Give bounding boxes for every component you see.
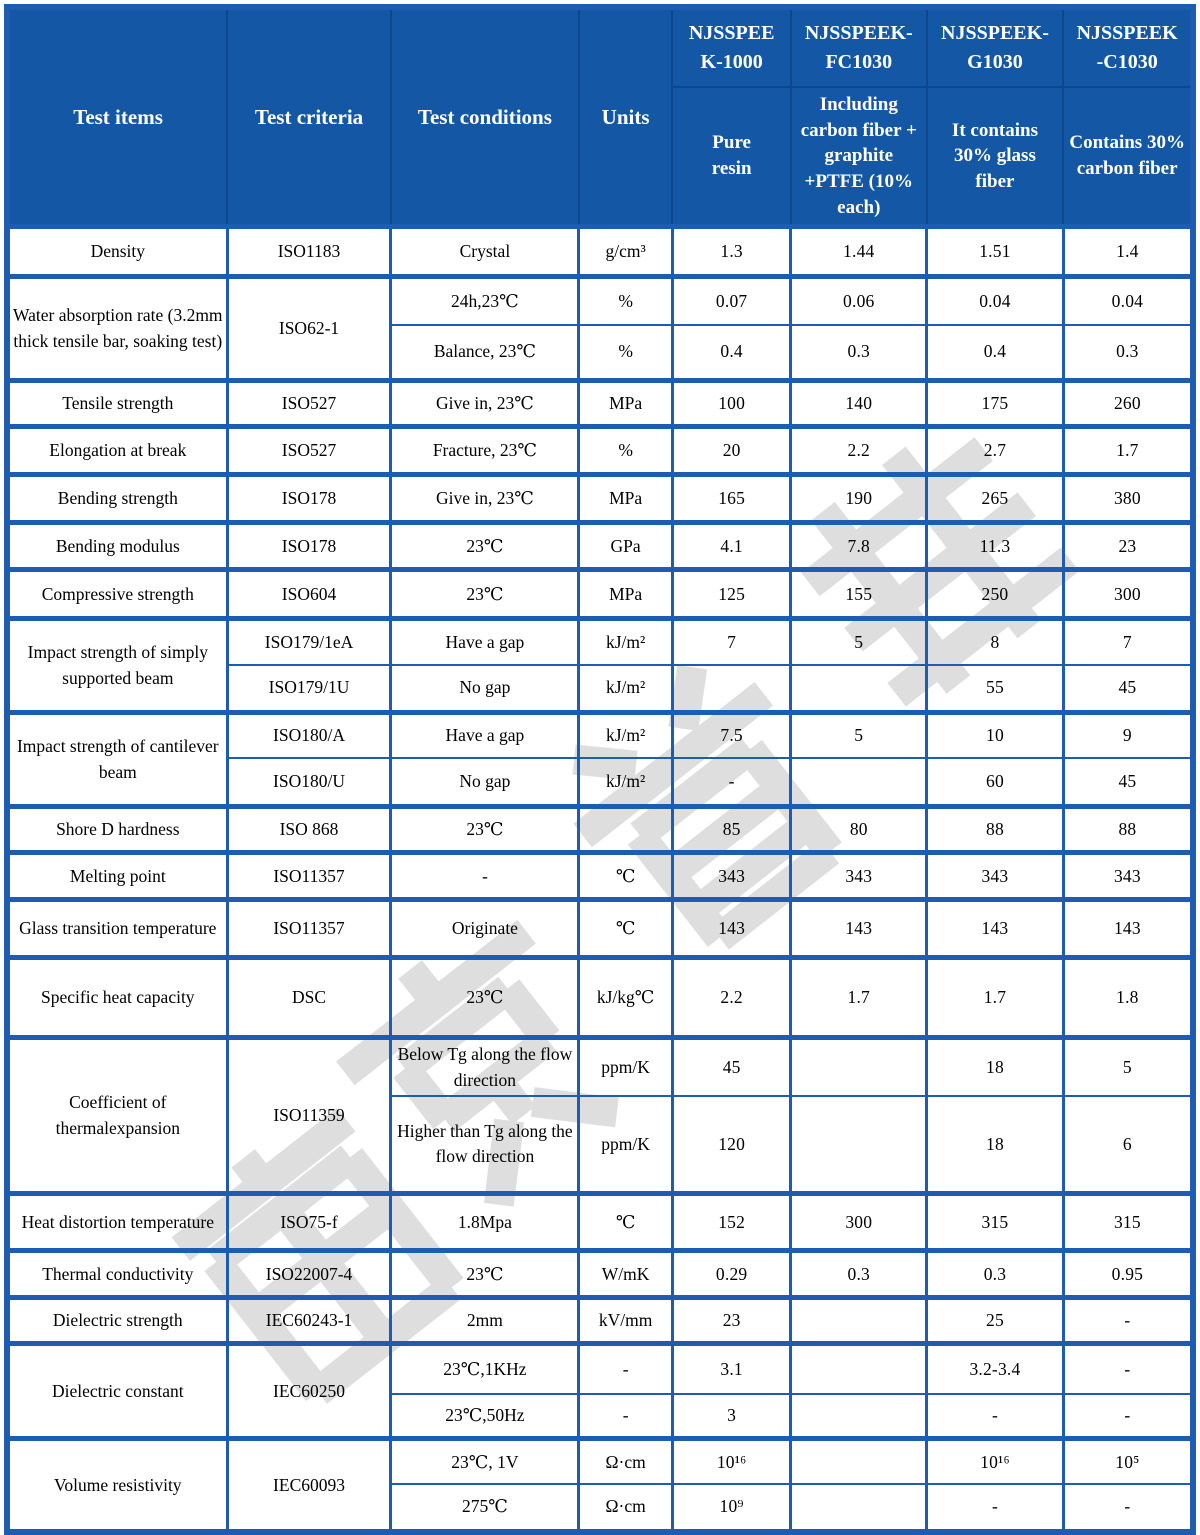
cell-test-criteria: ISO11357 [227,900,391,958]
cell-value: 5 [1063,1038,1193,1096]
cell-value: 3.1 [672,1344,791,1394]
cell-test-condition: 23℃,1KHz [391,1344,579,1394]
cell-unit: kJ/m² [579,758,672,807]
header-test-conditions: Test conditions [391,7,579,227]
cell-value: 143 [672,900,791,958]
cell-test-criteria: ISO1183 [227,227,391,277]
cell-test-condition: 23℃,50Hz [391,1394,579,1439]
table-row [7,570,1193,619]
table-row [7,381,1193,427]
cell-test-condition: 2mm [391,1298,579,1344]
cell-unit: Ω·cm [579,1439,672,1484]
cell-test-condition: Higher than Tg along the flow direction [391,1096,579,1194]
cell-value: 55 [927,665,1064,713]
cell-value: 260 [1063,381,1193,427]
header-product-njsspeek-fc1030: NJSSPEEK- FC1030 [791,7,927,87]
cell-value: 80 [791,807,927,853]
cell-unit: MPa [579,570,672,619]
cell-value: 125 [672,570,791,619]
cell-unit: g/cm³ [579,227,672,277]
cell-value [791,1394,927,1439]
cell-value: 0.3 [1063,325,1193,381]
cell-value: - [1063,1394,1193,1439]
cell-unit: Ω·cm [579,1484,672,1532]
cell-value: 0.3 [791,325,927,381]
cell-test-criteria: ISO11357 [227,853,391,900]
cell-test-condition: Give in, 23℃ [391,381,579,427]
cell-value: - [927,1394,1064,1439]
cell-value [791,1344,927,1394]
cell-test-condition: No gap [391,758,579,807]
cell-value: 3.2-3.4 [927,1344,1064,1394]
cell-value: 1.8 [1063,958,1193,1038]
cell-test-item: Dielectric constant [7,1344,227,1439]
cell-test-item: Impact strength of cantilever beam [7,713,227,807]
cell-value: 0.95 [1063,1251,1193,1298]
cell-unit: ppm/K [579,1096,672,1194]
cell-test-criteria: ISO 868 [227,807,391,853]
cell-test-condition: Fracture, 23℃ [391,427,579,475]
cell-value: 2.2 [791,427,927,475]
cell-value: 155 [791,570,927,619]
cell-value: 1.7 [1063,427,1193,475]
cell-test-criteria: ISO604 [227,570,391,619]
cell-unit: % [579,427,672,475]
cell-unit: kJ/m² [579,665,672,713]
header-product-njsspeek-g1030: NJSSPEEK- G1030 [927,7,1064,87]
table-row [7,900,1193,958]
cell-value: 343 [927,853,1064,900]
cell-value [672,665,791,713]
cell-value: 300 [791,1194,927,1251]
cell-value: 2.7 [927,427,1064,475]
cell-value [791,1038,927,1096]
cell-test-item: Bending modulus [7,523,227,570]
table-row [7,277,1193,325]
cell-unit: kJ/m² [579,619,672,665]
cell-value: 25 [927,1298,1064,1344]
cell-value [791,665,927,713]
cell-test-criteria: ISO62-1 [227,277,391,381]
cell-test-criteria: DSC [227,958,391,1038]
cell-value: 23 [672,1298,791,1344]
cell-value: 343 [1063,853,1193,900]
cell-test-criteria: ISO179/1U [227,665,391,713]
cell-test-item: Density [7,227,227,277]
cell-test-item: Melting point [7,853,227,900]
cell-value: 18 [927,1038,1064,1096]
cell-value: 0.3 [791,1251,927,1298]
cell-value: 380 [1063,475,1193,523]
cell-value [791,1298,927,1344]
cell-test-criteria: ISO180/U [227,758,391,807]
cell-value: 0.06 [791,277,927,325]
cell-test-condition: Below Tg along the flow direction [391,1038,579,1096]
cell-value [791,1096,927,1194]
cell-test-condition: No gap [391,665,579,713]
cell-test-item: Elongation at break [7,427,227,475]
cell-unit: ℃ [579,900,672,958]
cell-unit: MPa [579,381,672,427]
cell-value: 8 [927,619,1064,665]
cell-value: 1.4 [1063,227,1193,277]
cell-unit: - [579,1344,672,1394]
cell-value: 300 [1063,570,1193,619]
cell-value: 140 [791,381,927,427]
cell-value [791,758,927,807]
cell-value: 0.04 [927,277,1064,325]
product-description: Pure resin [711,132,752,180]
table-row [7,1194,1193,1251]
cell-unit: % [579,277,672,325]
cell-test-condition: Have a gap [391,619,579,665]
cell-value: 1.44 [791,227,927,277]
cell-value: - [672,758,791,807]
table-row [7,1038,1193,1096]
cell-value: 143 [1063,900,1193,958]
cell-value: 265 [927,475,1064,523]
cell-value: - [927,1484,1064,1532]
cell-unit: kV/mm [579,1298,672,1344]
cell-test-condition: 23℃, 1V [391,1439,579,1484]
product-description: Including carbon fiber + graphite +PTFE (10% each) [800,94,917,218]
cell-value: 152 [672,1194,791,1251]
cell-value: 88 [927,807,1064,853]
cell-value: 0.3 [927,1251,1064,1298]
product-description: Contains 30% carbon fiber [1069,132,1185,180]
cell-value: 2.2 [672,958,791,1038]
cell-test-condition: Balance, 23℃ [391,325,579,381]
cell-value: 100 [672,381,791,427]
cell-value: 10⁵ [1063,1439,1193,1484]
cell-value: 143 [791,900,927,958]
cell-value: 11.3 [927,523,1064,570]
table-body [7,227,1193,1532]
cell-test-item: Bending strength [7,475,227,523]
cell-test-item: Impact strength of simply supported beam [7,619,227,713]
cell-value: 10⁹ [672,1484,791,1532]
cell-test-criteria: IEC60093 [227,1439,391,1532]
header-test-criteria: Test criteria [227,7,391,227]
cell-test-criteria: ISO22007-4 [227,1251,391,1298]
header-product-desc [791,87,927,227]
cell-test-condition: - [391,853,579,900]
cell-value: 7 [672,619,791,665]
cell-test-item: Shore D hardness [7,807,227,853]
cell-test-criteria: ISO11359 [227,1038,391,1194]
cell-value: 175 [927,381,1064,427]
cell-unit: ppm/K [579,1038,672,1096]
header-units: Units [579,7,672,227]
table-row [7,475,1193,523]
cell-test-condition: 1.8Mpa [391,1194,579,1251]
cell-unit: % [579,325,672,381]
cell-test-criteria: ISO178 [227,523,391,570]
cell-test-condition: 23℃ [391,958,579,1038]
table-row [7,619,1193,665]
cell-test-condition: Have a gap [391,713,579,758]
cell-value [791,1439,927,1484]
cell-test-condition: 23℃ [391,570,579,619]
cell-test-item: Compressive strength [7,570,227,619]
cell-test-condition: 23℃ [391,523,579,570]
cell-unit: GPa [579,523,672,570]
cell-test-criteria: ISO75-f [227,1194,391,1251]
cell-value: 7.8 [791,523,927,570]
cell-test-condition: 23℃ [391,807,579,853]
cell-value: 0.29 [672,1251,791,1298]
table-row [7,853,1193,900]
cell-value: 45 [672,1038,791,1096]
cell-value: 6 [1063,1096,1193,1194]
cell-test-condition: 23℃ [391,1251,579,1298]
cell-value: 18 [927,1096,1064,1194]
cell-test-item: Dielectric strength [7,1298,227,1344]
cell-value: 343 [672,853,791,900]
header-product-njsspeek-1000: NJSSPEE K-1000 [672,7,791,87]
cell-value: 315 [927,1194,1064,1251]
datasheet-page [4,4,1196,1535]
header-test-items: Test items [7,7,227,227]
table-row [7,1251,1193,1298]
cell-value: 250 [927,570,1064,619]
cell-test-criteria: IEC60243-1 [227,1298,391,1344]
cell-value: - [1063,1298,1193,1344]
cell-value: - [1063,1344,1193,1394]
cell-value: 9 [1063,713,1193,758]
cell-unit: ℃ [579,853,672,900]
cell-test-criteria: ISO527 [227,381,391,427]
cell-test-item: Tensile strength [7,381,227,427]
cell-value: 1.7 [927,958,1064,1038]
header-product-desc [672,87,791,227]
cell-unit: kJ/m² [579,713,672,758]
cell-unit: ℃ [579,1194,672,1251]
cell-value: 0.4 [672,325,791,381]
cell-unit [579,807,672,853]
cell-value: 4.1 [672,523,791,570]
cell-value: 45 [1063,758,1193,807]
cell-value: 5 [791,713,927,758]
cell-value: 1.51 [927,227,1064,277]
table-row [7,1298,1193,1344]
product-description: It contains 30% glass fiber [951,119,1038,192]
cell-value: 85 [672,807,791,853]
cell-value: 1.7 [791,958,927,1038]
cell-test-item: Coefficient of thermalexpansion [7,1038,227,1194]
cell-value: 0.4 [927,325,1064,381]
cell-test-item: Glass transition temperature [7,900,227,958]
cell-unit: - [579,1394,672,1439]
cell-test-criteria: ISO179/1eA [227,619,391,665]
cell-value: 7.5 [672,713,791,758]
header-product-njsspeek-c1030: NJSSPEEK -C1030 [1063,7,1193,87]
cell-value: 10¹⁶ [672,1439,791,1484]
cell-test-condition: 24h,23℃ [391,277,579,325]
cell-test-item: Water absorption rate (3.2mm thick tensile bar, soaking test) [7,277,227,381]
cell-value: 7 [1063,619,1193,665]
table-row [7,523,1193,570]
cell-value: 20 [672,427,791,475]
cell-unit: MPa [579,475,672,523]
header-product-desc [1063,87,1193,227]
cell-test-condition: Crystal [391,227,579,277]
cell-value [791,1484,927,1532]
table-row [7,427,1193,475]
cell-unit: W/mK [579,1251,672,1298]
cell-value: 1.3 [672,227,791,277]
table-row [7,227,1193,277]
spec-table [4,4,1196,1535]
cell-value: 190 [791,475,927,523]
cell-value: 88 [1063,807,1193,853]
cell-test-item: Heat distortion temperature [7,1194,227,1251]
cell-test-condition: 275℃ [391,1484,579,1532]
cell-test-criteria: ISO180/A [227,713,391,758]
cell-value: 23 [1063,523,1193,570]
cell-value: 143 [927,900,1064,958]
header-row-products [7,7,1193,87]
cell-value: 10 [927,713,1064,758]
cell-test-item: Thermal conductivity [7,1251,227,1298]
cell-value: 0.04 [1063,277,1193,325]
cell-value: 5 [791,619,927,665]
table-row [7,1344,1193,1394]
cell-value: 0.07 [672,277,791,325]
cell-value: 315 [1063,1194,1193,1251]
cell-value: 165 [672,475,791,523]
cell-value: 10¹⁶ [927,1439,1064,1484]
cell-value: 120 [672,1096,791,1194]
table-row [7,713,1193,758]
cell-test-criteria: ISO178 [227,475,391,523]
cell-test-condition: Give in, 23℃ [391,475,579,523]
cell-value: - [1063,1484,1193,1532]
table-row [7,807,1193,853]
cell-test-item: Specific heat capacity [7,958,227,1038]
cell-value: 3 [672,1394,791,1439]
cell-test-criteria: IEC60250 [227,1344,391,1439]
cell-unit: kJ/kg℃ [579,958,672,1038]
cell-test-item: Volume resistivity [7,1439,227,1532]
table-row [7,958,1193,1038]
table-row [7,1439,1193,1484]
cell-test-criteria: ISO527 [227,427,391,475]
cell-value: 343 [791,853,927,900]
cell-value: 45 [1063,665,1193,713]
cell-test-condition: Originate [391,900,579,958]
header-product-desc [927,87,1064,227]
table-head [7,7,1193,227]
cell-value: 60 [927,758,1064,807]
